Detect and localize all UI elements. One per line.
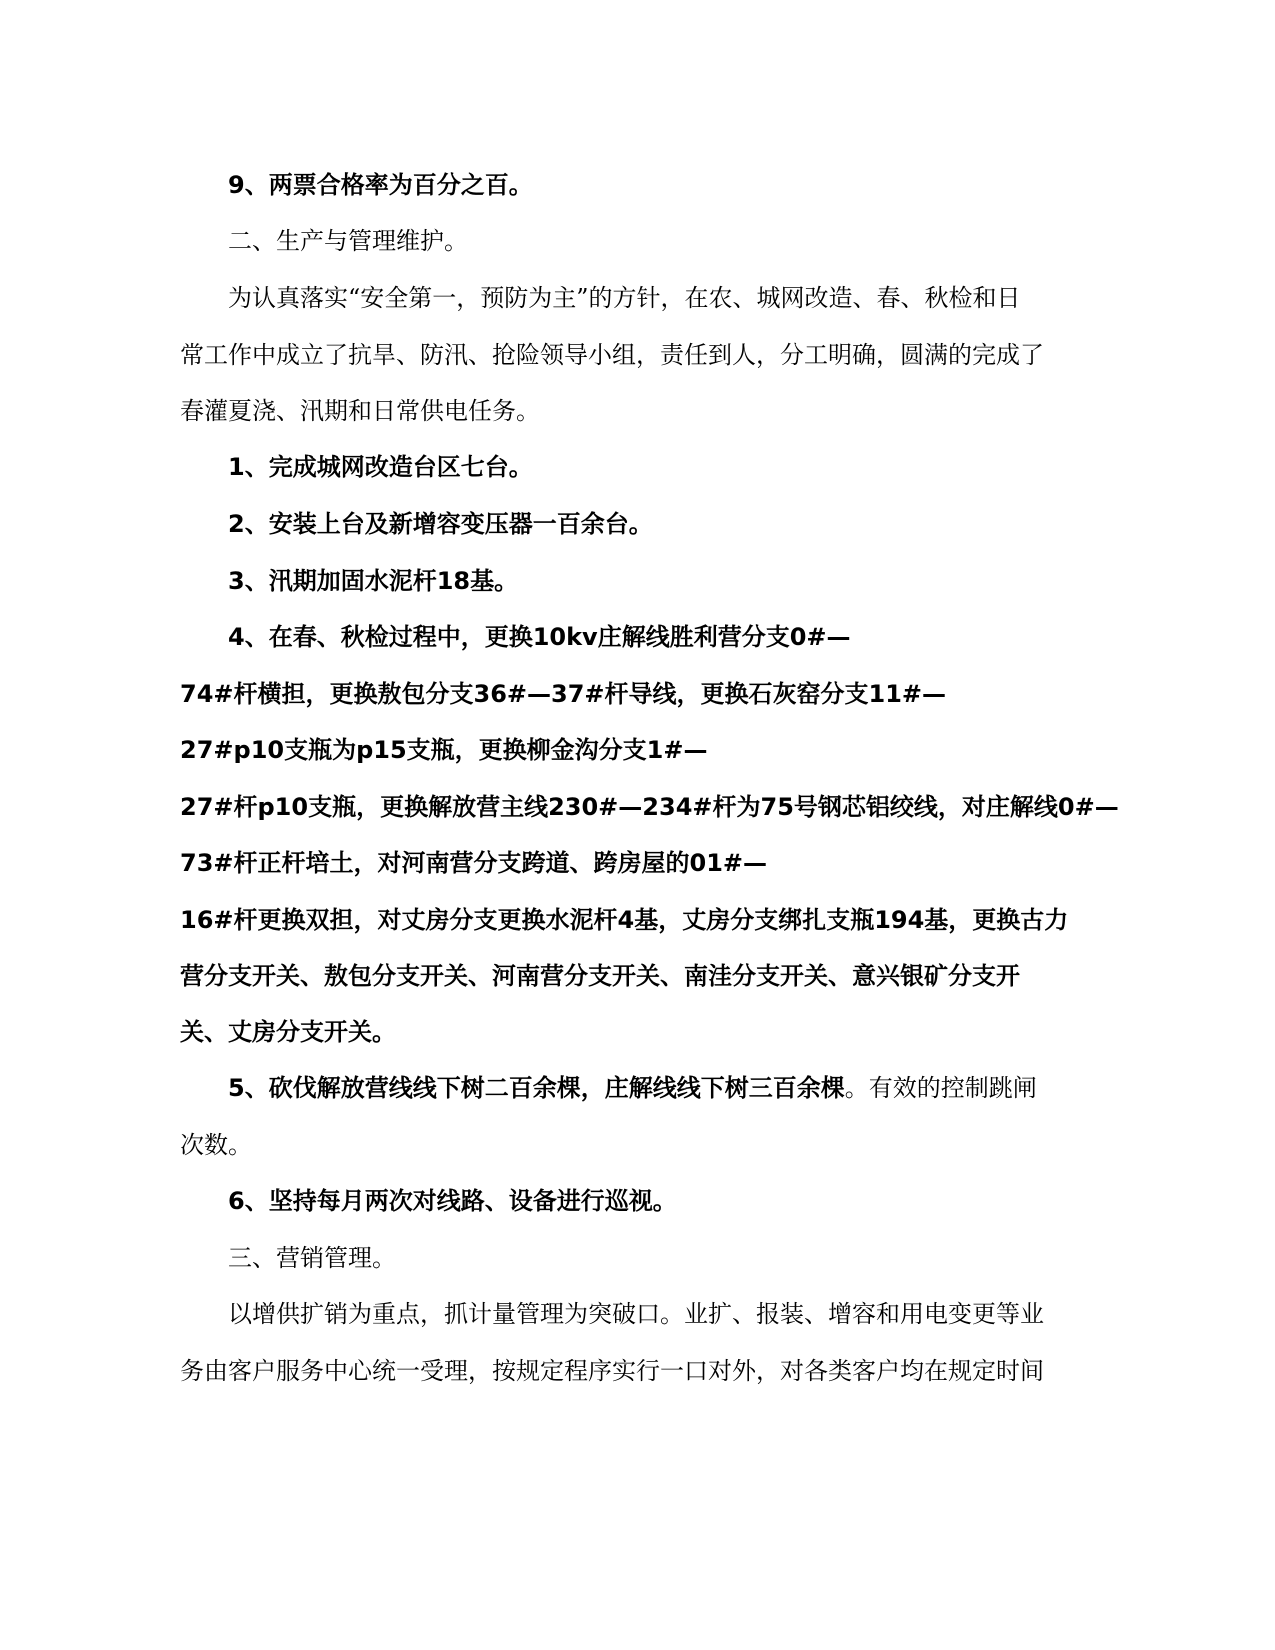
- item-1: 1、完成城网改造台区七台。: [228, 453, 533, 481]
- item-5-plain-text: 。有效的控制跳闸: [844, 1074, 1037, 1102]
- item-3: 3、汛期加固水泥杆18基。: [228, 567, 519, 595]
- item-6: 6、坚持每月两次对线路、设备进行巡视。: [228, 1187, 677, 1215]
- paragraph-line: 27#杆p10支瓶，更换解放营主线230#—234#杆为75号钢芯铝绞线，对庄解线0#—: [180, 793, 1119, 821]
- item-4: 4、在春、秋检过程中，更换10kv庄解线胜利营分支0#—: [228, 623, 851, 651]
- item-5: [228, 1072, 1108, 1104]
- paragraph-line: 27#p10支瓶为p15支瓶，更换柳金沟分支1#—: [180, 736, 708, 764]
- paragraph-line: 常工作中成立了抗旱、防汛、抢险领导小组，责任到人，分工明确，圆满的完成了: [180, 341, 1044, 369]
- paragraph-line: 为认真落实“安全第一，预防为主”的方针，在农、城网改造、春、秋检和日: [228, 284, 1021, 312]
- item-2: 2、安装上台及新增容变压器一百余台。: [228, 510, 653, 538]
- section-heading-3: 三、营销管理。: [228, 1244, 396, 1272]
- item-5-bold-text: 5、砍伐解放营线线下树二百余棵，庄解线线下树三百余棵: [228, 1074, 845, 1102]
- item-9: 9、两票合格率为百分之百。: [228, 171, 533, 199]
- paragraph-line: 务由客户服务中心统一受理，按规定程序实行一口对外，对各类客户均在规定时间: [180, 1357, 1044, 1385]
- paragraph-line: 16#杆更换双担，对丈房分支更换水泥杆4基，丈房分支绑扎支瓶194基，更换古力: [180, 906, 1069, 934]
- paragraph-line: 春灌夏浇、汛期和日常供电任务。: [180, 397, 540, 425]
- paragraph-line: 以增供扩销为重点，抓计量管理为突破口。业扩、报装、增容和用电变更等业: [228, 1300, 1044, 1328]
- paragraph-line: 关、丈房分支开关。: [180, 1018, 396, 1046]
- paragraph-line: 次数。: [180, 1131, 252, 1159]
- paragraph-line: 73#杆正杆培土，对河南营分支跨道、跨房屋的01#—: [180, 849, 768, 877]
- section-heading-2: 二、生产与管理维护。: [228, 227, 468, 255]
- paragraph-line: 营分支开关、敖包分支开关、河南营分支开关、南洼分支开关、意兴银矿分支开: [180, 962, 1020, 990]
- paragraph-line: 74#杆横担，更换敖包分支36#—37#杆导线，更换石灰窑分支11#—: [180, 680, 947, 708]
